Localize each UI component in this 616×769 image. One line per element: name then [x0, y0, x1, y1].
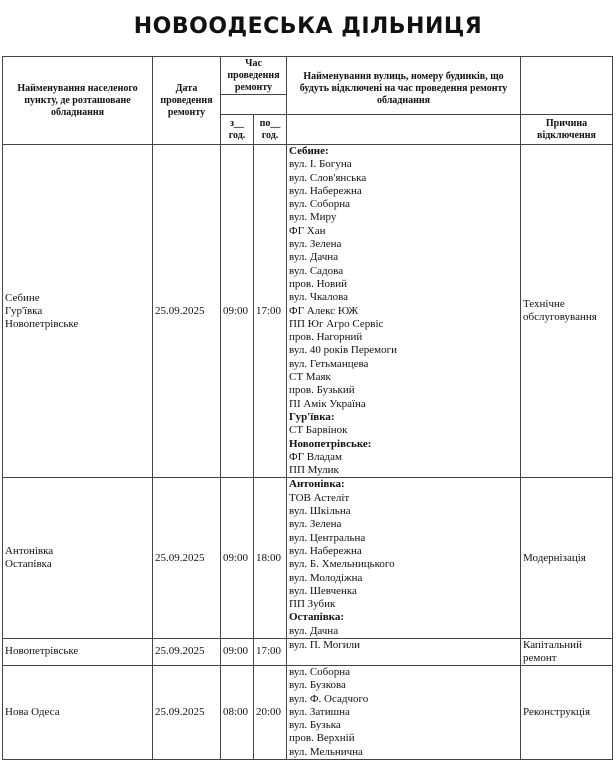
- street-item: пров. Нагорний: [289, 331, 363, 344]
- street-item: вул. Бузька: [289, 719, 341, 732]
- street-item: вул. Миру: [289, 211, 337, 224]
- time-from-cell: 09:00: [221, 145, 254, 478]
- page-title: НОВООДЕСЬКА ДІЛЬНИЦЯ: [133, 14, 483, 39]
- header-streets-cont: [287, 115, 521, 145]
- streets-cell: [287, 478, 521, 639]
- header-reason-empty: [521, 57, 613, 115]
- reason-cell: Реконструкція: [521, 665, 613, 759]
- reason-cell: Модернізація: [521, 478, 613, 639]
- reason-cell: Технічне обслуговування: [521, 145, 613, 478]
- street-item: вул. Соборна: [289, 665, 351, 678]
- table-row: [3, 478, 613, 639]
- street-item: вул. Мельнична: [289, 745, 363, 758]
- street-item: пров. Новий: [289, 277, 347, 290]
- date-cell: 25.09.2025: [153, 145, 221, 478]
- table-row: [3, 638, 613, 665]
- reason-cell: Капітальний ремонт: [521, 638, 613, 665]
- street-item: ПП Мулик: [289, 464, 339, 477]
- street-item: вул. Садова: [289, 264, 344, 277]
- street-item: вул. Ф. Осадчого: [289, 692, 369, 705]
- table-row: [3, 145, 613, 478]
- header-time: Час проведення ремонту: [221, 57, 287, 95]
- street-item: вул. Соборна: [289, 198, 351, 211]
- street-item: ПІ Амік Україна: [289, 397, 366, 410]
- street-item: ТОВ Астеліт: [289, 491, 350, 504]
- street-item: вул. Зелена: [289, 238, 342, 251]
- header-from: з__ год.: [221, 115, 254, 145]
- street-item: ПП Зубик: [289, 598, 336, 611]
- street-item: вул. Затишна: [289, 705, 350, 718]
- date-cell: 25.09.2025: [153, 665, 221, 759]
- street-item: СТ Барвінок: [289, 424, 348, 437]
- settlement-name: Себине: [5, 291, 40, 304]
- street-item: вул. Центральна: [289, 531, 366, 544]
- street-group-name: Гур'ївка:: [289, 410, 335, 423]
- streets-cell: [287, 145, 521, 478]
- settlement-cell: [3, 145, 153, 478]
- street-item: СТ Маяк: [289, 371, 331, 384]
- time-from-cell: 09:00: [221, 478, 254, 639]
- time-from-cell: 09:00: [221, 638, 254, 665]
- street-item: ФГ Хан: [289, 224, 326, 237]
- street-item: ПП Юг Агро Сервіс: [289, 317, 384, 330]
- time-to-cell: 17:00: [254, 638, 287, 665]
- street-item: пров. Верхній: [289, 732, 355, 745]
- settlement-name: Антонівка: [5, 545, 54, 558]
- street-item: вул. Зелена: [289, 518, 342, 531]
- street-group-name: Антонівка:: [289, 478, 345, 491]
- outage-schedule-table: [2, 56, 613, 760]
- date-cell: 25.09.2025: [153, 478, 221, 639]
- street-item: вул. Гетьманцева: [289, 357, 369, 370]
- header-settlement: Найменування населеного пункту, де розташоване обладнання: [3, 57, 153, 145]
- streets-cell: [287, 638, 521, 665]
- street-item: ФГ Алекс ЮЖ: [289, 304, 359, 317]
- time-to-cell: 20:00: [254, 665, 287, 759]
- settlement-cell: [3, 478, 153, 639]
- street-item: ФГ Владам: [289, 450, 342, 463]
- street-item: вул. Чкалова: [289, 291, 349, 304]
- street-item: вул. Дачна: [289, 251, 339, 264]
- street-item: пров. Бузький: [289, 384, 355, 397]
- street-item: вул. Шевченка: [289, 584, 357, 597]
- date-cell: 25.09.2025: [153, 638, 221, 665]
- street-item: вул. Б. Хмельницького: [289, 558, 395, 571]
- time-to-cell: 17:00: [254, 145, 287, 478]
- street-item: вул. П. Могили: [289, 638, 361, 651]
- street-group-name: Остапівка:: [289, 611, 344, 624]
- street-group-name: Новопетрівське:: [289, 437, 372, 450]
- street-item: вул. Дачна: [289, 624, 339, 637]
- street-item: вул. 40 років Перемоги: [289, 344, 397, 357]
- street-item: вул. Бузкова: [289, 679, 346, 692]
- time-from-cell: 08:00: [221, 665, 254, 759]
- street-item: вул. І. Богуна: [289, 158, 352, 171]
- street-group-name: Себине:: [289, 145, 329, 157]
- settlement-name: Новопетрівське: [5, 317, 79, 330]
- settlement-cell: [3, 665, 153, 759]
- settlement-name: Гур'ївка: [5, 304, 43, 317]
- settlement-name: Остапівка: [5, 558, 52, 571]
- street-item: вул. Слов'янська: [289, 171, 367, 184]
- table-row: [3, 665, 613, 759]
- settlement-cell: [3, 638, 153, 665]
- street-item: вул. Набережна: [289, 184, 362, 197]
- header-streets: Найменування вулиць, номеру будинків, що будуть відключені на час проведення ремонту обладнання: [287, 57, 521, 115]
- street-item: вул. Набережна: [289, 544, 362, 557]
- street-item: вул. Шкільна: [289, 505, 351, 518]
- settlement-name: Нова Одеса: [5, 706, 60, 719]
- header-to: по__ год.: [254, 115, 287, 145]
- street-item: вул. Молодіжна: [289, 571, 363, 584]
- header-date: Дата проведення ремонту: [153, 57, 221, 145]
- time-to-cell: 18:00: [254, 478, 287, 639]
- streets-cell: [287, 665, 521, 759]
- settlement-name: Новопетрівське: [5, 645, 79, 658]
- header-reason: Причина відключення: [521, 115, 613, 145]
